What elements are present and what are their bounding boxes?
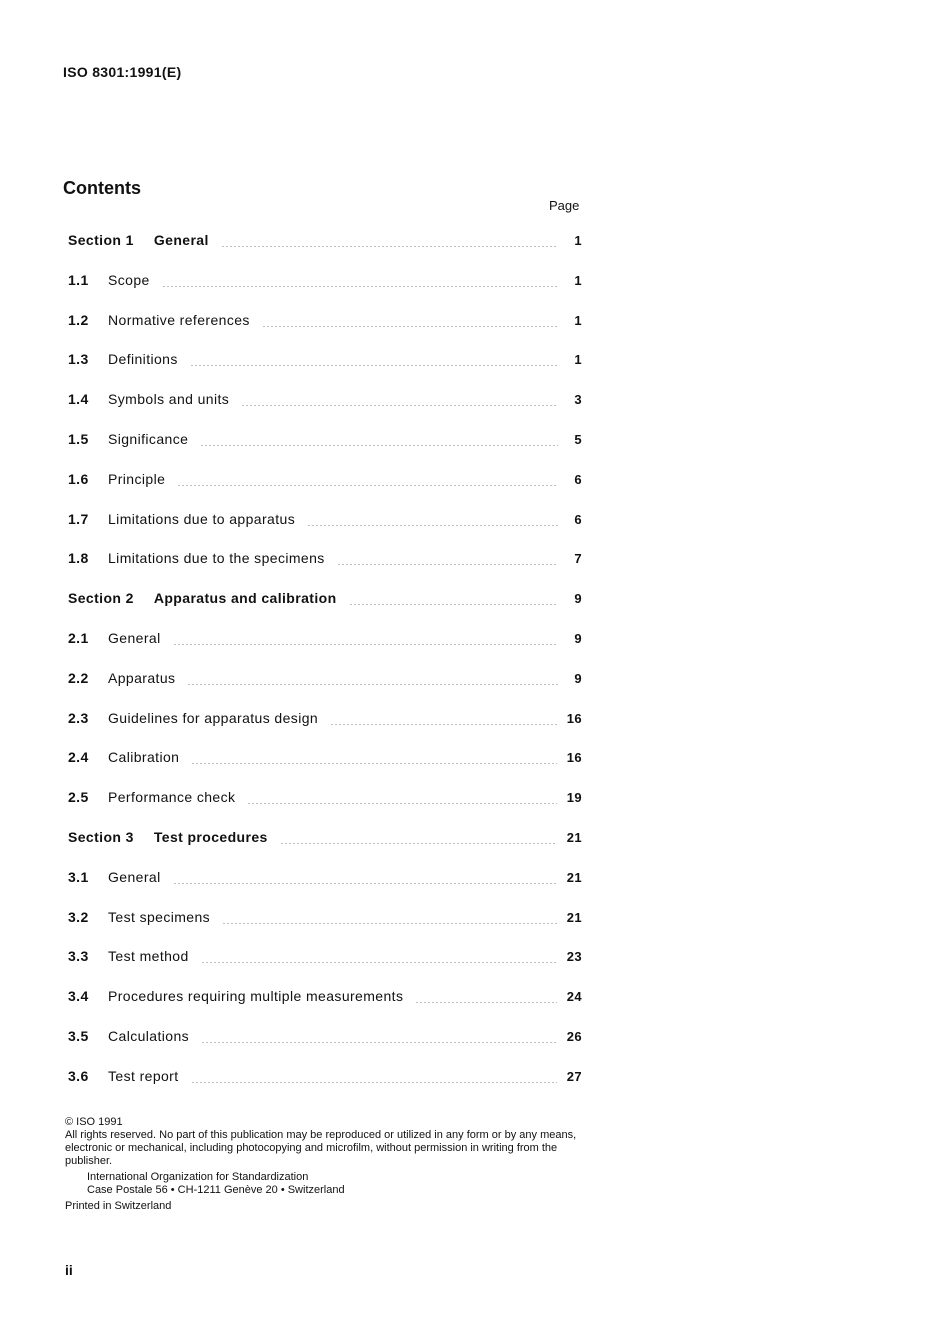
toc-number: 1.5 [68, 431, 89, 447]
toc-title: General [153, 232, 209, 248]
toc-page-number: 1 [574, 273, 582, 288]
toc-title: Symbols and units [108, 391, 230, 407]
copyright-block [65, 1116, 590, 1213]
organization-name: International Organization for Standardization [87, 1171, 309, 1183]
toc-leader-dots [280, 843, 557, 844]
toc-entry-row [68, 710, 582, 730]
toc-page-number: 16 [566, 750, 582, 765]
toc-page-number: 7 [574, 551, 582, 566]
toc-leader-dots [200, 445, 558, 446]
toc-entry-row [68, 869, 582, 889]
organization-address: Case Postale 56 • CH-1211 Genève 20 • Switzerland [87, 1184, 345, 1196]
copyright-line: © ISO 1991 [65, 1116, 123, 1128]
toc-page-number: 9 [574, 591, 582, 606]
toc-title: Calibration [108, 749, 180, 765]
toc-number: Section 2 [68, 590, 134, 606]
toc-page-number: 3 [574, 392, 582, 407]
toc-title: Significance [108, 431, 189, 447]
toc-number: Section 1 [68, 232, 134, 248]
toc-page-number: 5 [574, 432, 582, 447]
toc-number: 1.2 [68, 312, 89, 328]
toc-page-number: 21 [566, 910, 582, 925]
toc-number: 3.2 [68, 909, 89, 925]
toc-number: 1.6 [68, 471, 89, 487]
toc-title: Procedures requiring multiple measurements [108, 988, 404, 1004]
document-id: ISO 8301:1991(E) [63, 64, 182, 80]
toc-number: 1.3 [68, 351, 89, 367]
toc-title: Apparatus [108, 670, 176, 686]
toc-page-number: 21 [566, 830, 582, 845]
toc-page-number: 27 [566, 1069, 582, 1084]
toc-title: Test report [108, 1068, 179, 1084]
toc-number: 3.6 [68, 1068, 89, 1084]
toc-leader-dots [187, 684, 558, 685]
toc-number: 1.8 [68, 550, 89, 566]
toc-title: General [108, 630, 161, 646]
toc-page-number: 6 [574, 472, 582, 487]
toc-page-number: 26 [566, 1029, 582, 1044]
toc-title: Principle [108, 471, 166, 487]
toc-number: 3.3 [68, 948, 89, 964]
toc-entry-row [68, 1028, 582, 1048]
toc-leader-dots [247, 803, 556, 804]
toc-title: Apparatus and calibration [153, 590, 337, 606]
toc-title: Calculations [108, 1028, 190, 1044]
toc-page-number: 19 [566, 790, 582, 805]
toc-title: Definitions [108, 351, 178, 367]
toc-number: 1.7 [68, 511, 89, 527]
toc-entry-row [68, 909, 582, 929]
toc-entry-row [68, 312, 582, 332]
toc-section-row [68, 829, 582, 849]
toc-entry-row [68, 789, 582, 809]
toc-leader-dots [222, 923, 557, 924]
toc-number: Section 3 [68, 829, 134, 845]
toc-leader-dots [221, 246, 558, 247]
toc-page-number: 9 [574, 631, 582, 646]
toc-leader-dots [349, 604, 558, 605]
toc-number: 2.3 [68, 710, 89, 726]
toc-number: 1.1 [68, 272, 89, 288]
toc-entry-row [68, 670, 582, 690]
toc-entry-row [68, 272, 582, 292]
toc-number: 2.5 [68, 789, 89, 805]
toc-title: Test specimens [108, 909, 211, 925]
toc-title: Scope [108, 272, 150, 288]
toc-section-row [68, 232, 582, 252]
toc-title: Normative references [108, 312, 250, 328]
contents-title: Contents [63, 178, 141, 198]
toc-leader-dots [337, 564, 558, 565]
toc-entry-row [68, 1068, 582, 1088]
toc-leader-dots [307, 525, 558, 526]
page-column-label: Page [549, 198, 580, 213]
toc-number: 3.5 [68, 1028, 89, 1044]
toc-page-number: 24 [566, 989, 582, 1004]
toc-number: 1.4 [68, 391, 89, 407]
toc-title: Performance check [108, 789, 236, 805]
toc-leader-dots [177, 485, 558, 486]
toc-entry-row [68, 431, 582, 451]
toc-page-number: 23 [566, 949, 582, 964]
toc-number: 3.4 [68, 988, 89, 1004]
toc-page-number: 1 [574, 233, 582, 248]
toc-page-number: 16 [566, 711, 582, 726]
toc-entry-row [68, 749, 582, 769]
toc-entry-row [68, 511, 582, 531]
toc-leader-dots [173, 644, 558, 645]
toc-title: Limitations due to the specimens [108, 550, 325, 566]
toc-entry-row [68, 948, 582, 968]
toc-leader-dots [262, 326, 558, 327]
toc-entry-row [68, 630, 582, 650]
toc-page-number: 6 [574, 512, 582, 527]
toc-leader-dots [191, 1082, 557, 1083]
toc-leader-dots [190, 365, 558, 366]
toc-leader-dots [191, 763, 556, 764]
toc-leader-dots [201, 962, 557, 963]
toc-leader-dots [201, 1042, 557, 1043]
toc-entry-row [68, 550, 582, 570]
toc-title: Guidelines for apparatus design [108, 710, 319, 726]
toc-number: 2.4 [68, 749, 89, 765]
toc-number: 2.2 [68, 670, 89, 686]
toc-title: Limitations due to apparatus [108, 511, 296, 527]
toc-entry-row [68, 988, 582, 1008]
toc-section-row [68, 590, 582, 610]
toc-leader-dots [415, 1002, 556, 1003]
toc-leader-dots [162, 286, 558, 287]
page-number: ii [65, 1262, 73, 1278]
toc-number: 3.1 [68, 869, 89, 885]
toc-page-number: 1 [574, 352, 582, 367]
toc-title: General [108, 869, 161, 885]
printed-in: Printed in Switzerland [65, 1200, 172, 1212]
toc-leader-dots [173, 883, 557, 884]
toc-page-number: 21 [566, 870, 582, 885]
toc-entry-row [68, 471, 582, 491]
toc-leader-dots [241, 405, 558, 406]
toc-title: Test method [108, 948, 189, 964]
toc-leader-dots [330, 724, 557, 725]
toc-page-number: 9 [574, 671, 582, 686]
toc-title: Test procedures [153, 829, 268, 845]
toc-entry-row [68, 351, 582, 371]
toc-page-number: 1 [574, 313, 582, 328]
rights-notice: All rights reserved. No part of this publication may be reproduced or utilized in any form or by any means, electronic or mechanical, including photocopying and microfilm, without permission in writing from the publisher. [65, 1129, 577, 1167]
toc-number: 2.1 [68, 630, 89, 646]
toc-entry-row [68, 391, 582, 411]
